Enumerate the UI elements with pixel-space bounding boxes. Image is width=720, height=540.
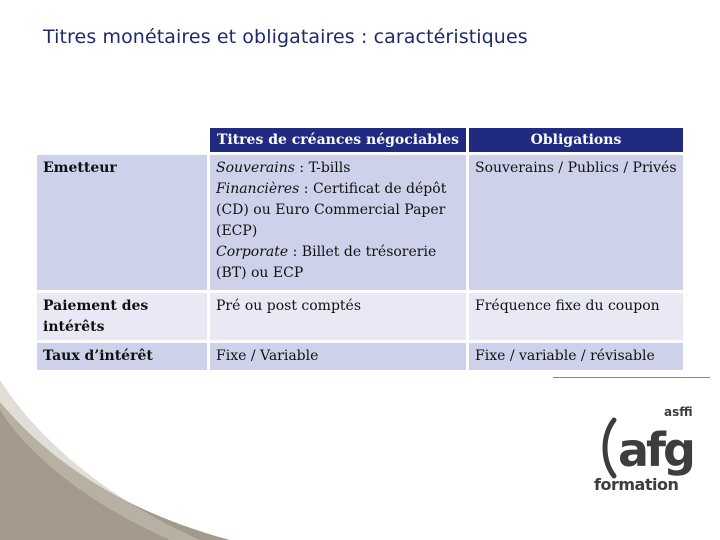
cell-paiement-tcn: Pré ou post comptés	[210, 293, 466, 340]
text-souverains: : T-bills	[294, 160, 351, 176]
cell-emetteur-tcn	[210, 155, 466, 290]
text-corporate: : Billet de trésorerie (BT) ou ECP	[216, 244, 437, 281]
header-tcn: Titres de créances négociables	[210, 128, 466, 152]
afg-logo	[590, 392, 702, 502]
divider-line	[553, 377, 710, 378]
decorative-swoosh	[0, 380, 230, 540]
label-souverains: Souverains	[216, 160, 295, 176]
logo-sub: asffi	[664, 405, 693, 419]
logo-brand: afg	[618, 423, 693, 477]
logo-tagline: formation	[594, 475, 679, 494]
page-title: Titres monétaires et obligataires : caractéristiques	[43, 26, 528, 48]
cell-emetteur-obligations: Souverains / Publics / Privés	[469, 155, 683, 290]
header-obligations: Obligations	[469, 128, 683, 152]
row-label-taux: Taux d’intérêt	[37, 343, 207, 370]
label-financieres: Financières	[216, 181, 300, 197]
row-label-paiement: Paiement des intérêts	[37, 293, 207, 340]
row-label-emetteur: Emetteur	[37, 155, 207, 290]
text-financieres: : Certificat de dépôt (CD) ou Euro Commercial Paper (ECP)	[216, 181, 447, 239]
cell-taux-obligations: Fixe / variable / révisable	[469, 343, 683, 370]
cell-taux-tcn: Fixe / Variable	[210, 343, 466, 370]
cell-paiement-obligations: Fréquence fixe du coupon	[469, 293, 683, 340]
label-corporate: Corporate	[216, 244, 289, 260]
